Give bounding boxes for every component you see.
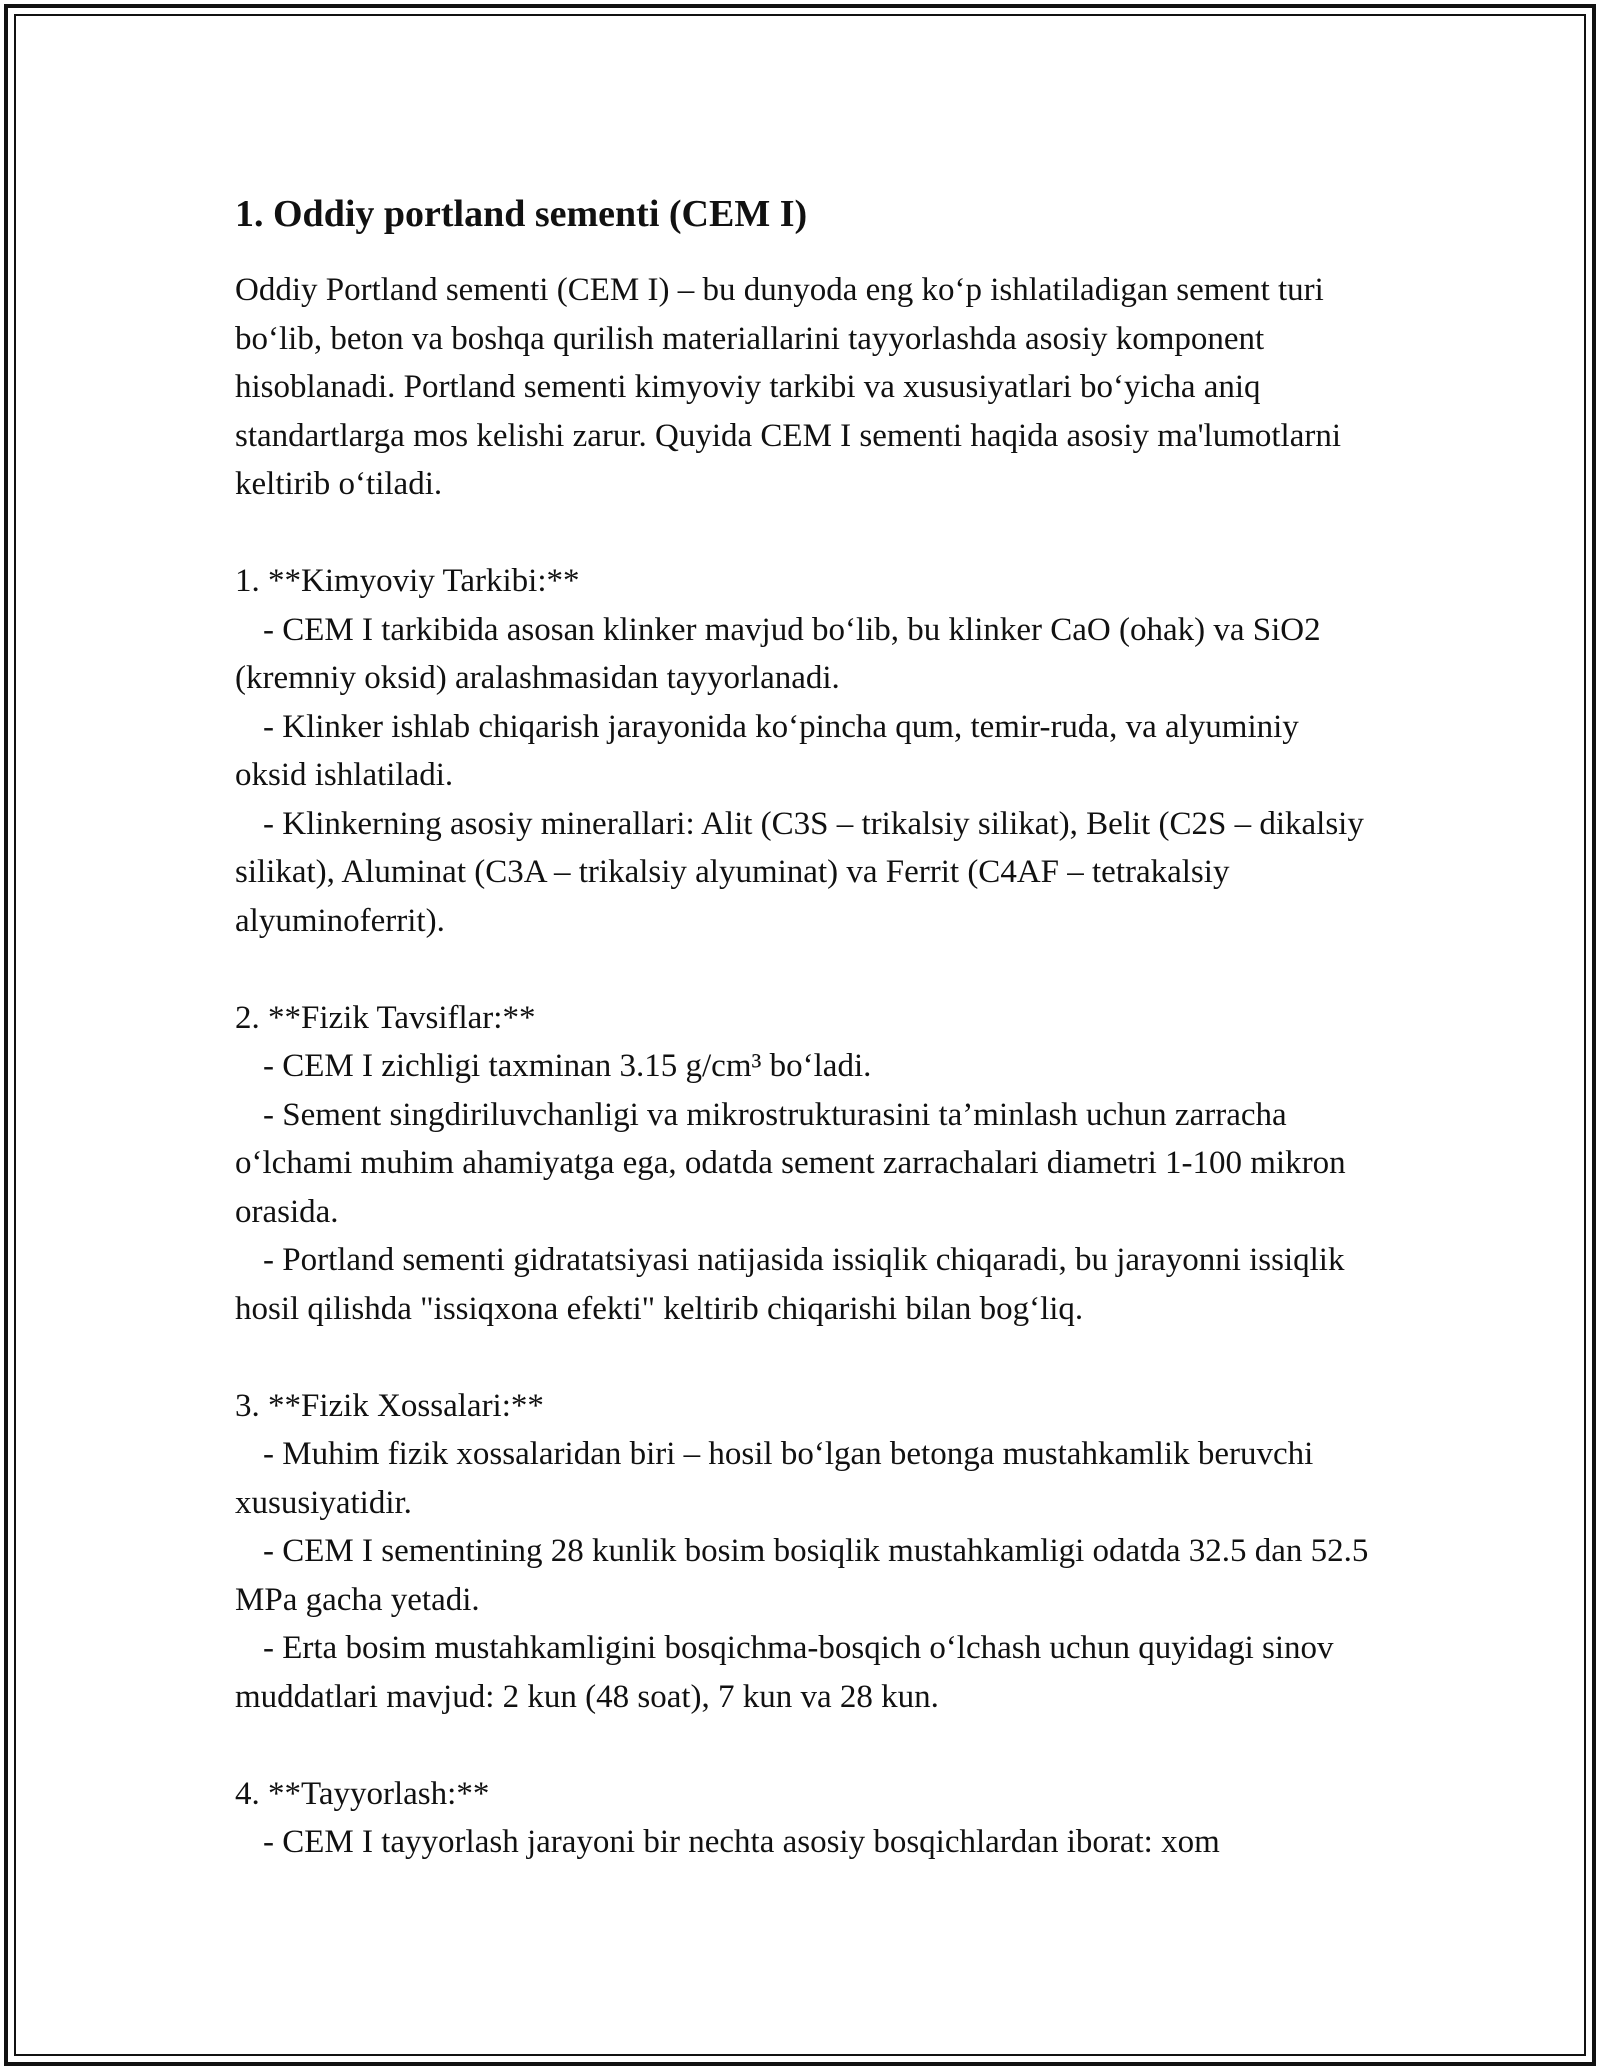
list-item: - CEM I sementining 28 kunlik bosim bosiqlik mustahkamligi odatda 32.5 dan 52.5 MPa gacha yetadi. — [235, 1533, 1369, 1618]
section-tayyorlash — [235, 1770, 1370, 1867]
section-heading: 1. **Kimyoviy Tarkibi:** — [235, 563, 580, 599]
document-body — [235, 266, 1370, 1867]
list-item: - Sement singdiriluvchanligi va mikrostrukturasini ta’minlash uchun zarracha o‘lchami muhim ahamiyatga ega, odatda sement zarrachalari diametri 1-100 mikron orasida. — [235, 1096, 1346, 1230]
intro-paragraph: Oddiy Portland sementi (CEM I) – bu dunyoda eng ko‘p ishlatiladigan sement turi bo‘lib, beton va boshqa qurilish materiallarini tayyorlashda asosiy komponent hisoblanadi. Portland sementi kimyoviy tarkibi va xususiyatlari bo‘yicha aniq standartlarga mos kelishi zarur. Quyida CEM I sementi haqida asosiy ma'lumotlarni keltirib o‘tiladi. — [235, 272, 1342, 502]
section-kimyoviy-tarkibi — [235, 557, 1370, 945]
list-item: - Klinkerning asosiy minerallari: Alit (C3S – trikalsiy silikat), Belit (C2S – dikalsiy silikat), Aluminat (C3A – trikalsiy alyuminat) va Ferrit (C4AF – tetrakalsiy alyuminoferrit). — [235, 805, 1364, 939]
section-fizik-tavsiflar — [235, 994, 1370, 1334]
list-item: - Erta bosim mustahkamligini bosqichma-bosqich o‘lchash uchun quyidagi sinov muddatlari mavjud: 2 kun (48 soat), 7 kun va 28 kun. — [235, 1630, 1334, 1715]
section-fizik-xossalari — [235, 1382, 1370, 1722]
list-item: - Muhim fizik xossalaridan biri – hosil bo‘lgan betonga mustahkamlik beruvchi xususiyatidir. — [235, 1436, 1314, 1521]
list-item: - CEM I tarkibida asosan klinker mavjud bo‘lib, bu klinker CaO (ohak) va SiO2 (kremniy oksid) aralashmasidan tayyorlanadi. — [235, 611, 1321, 696]
section-heading: 3. **Fizik Xossalari:** — [235, 1387, 544, 1424]
list-item: - CEM I zichligi taxminan 3.15 g/cm³ bo‘ladi. — [263, 1048, 872, 1084]
list-item: - Klinker ishlab chiqarish jarayonida ko‘pincha qum, temir-ruda, va alyuminiy oksid ishlatiladi. — [235, 708, 1299, 793]
list-item: - Portland sementi gidratatsiyasi natijasida issiqlik chiqaradi, bu jarayonni issiqlik hosil qilishda "issiqxona efekti" keltirib chiqarishi bilan bog‘liq. — [235, 1242, 1345, 1327]
list-item: - CEM I tayyorlash jarayoni bir nechta asosiy bosqichlardan iborat: xom — [263, 1824, 1220, 1860]
section-heading: 2. **Fizik Tavsiflar:** — [235, 999, 536, 1036]
section-heading: 4. **Tayyorlash:** — [235, 1775, 490, 1812]
document-page — [235, 190, 1370, 1867]
document-title: 1. Oddiy portland sementi (CEM I) — [235, 193, 808, 235]
